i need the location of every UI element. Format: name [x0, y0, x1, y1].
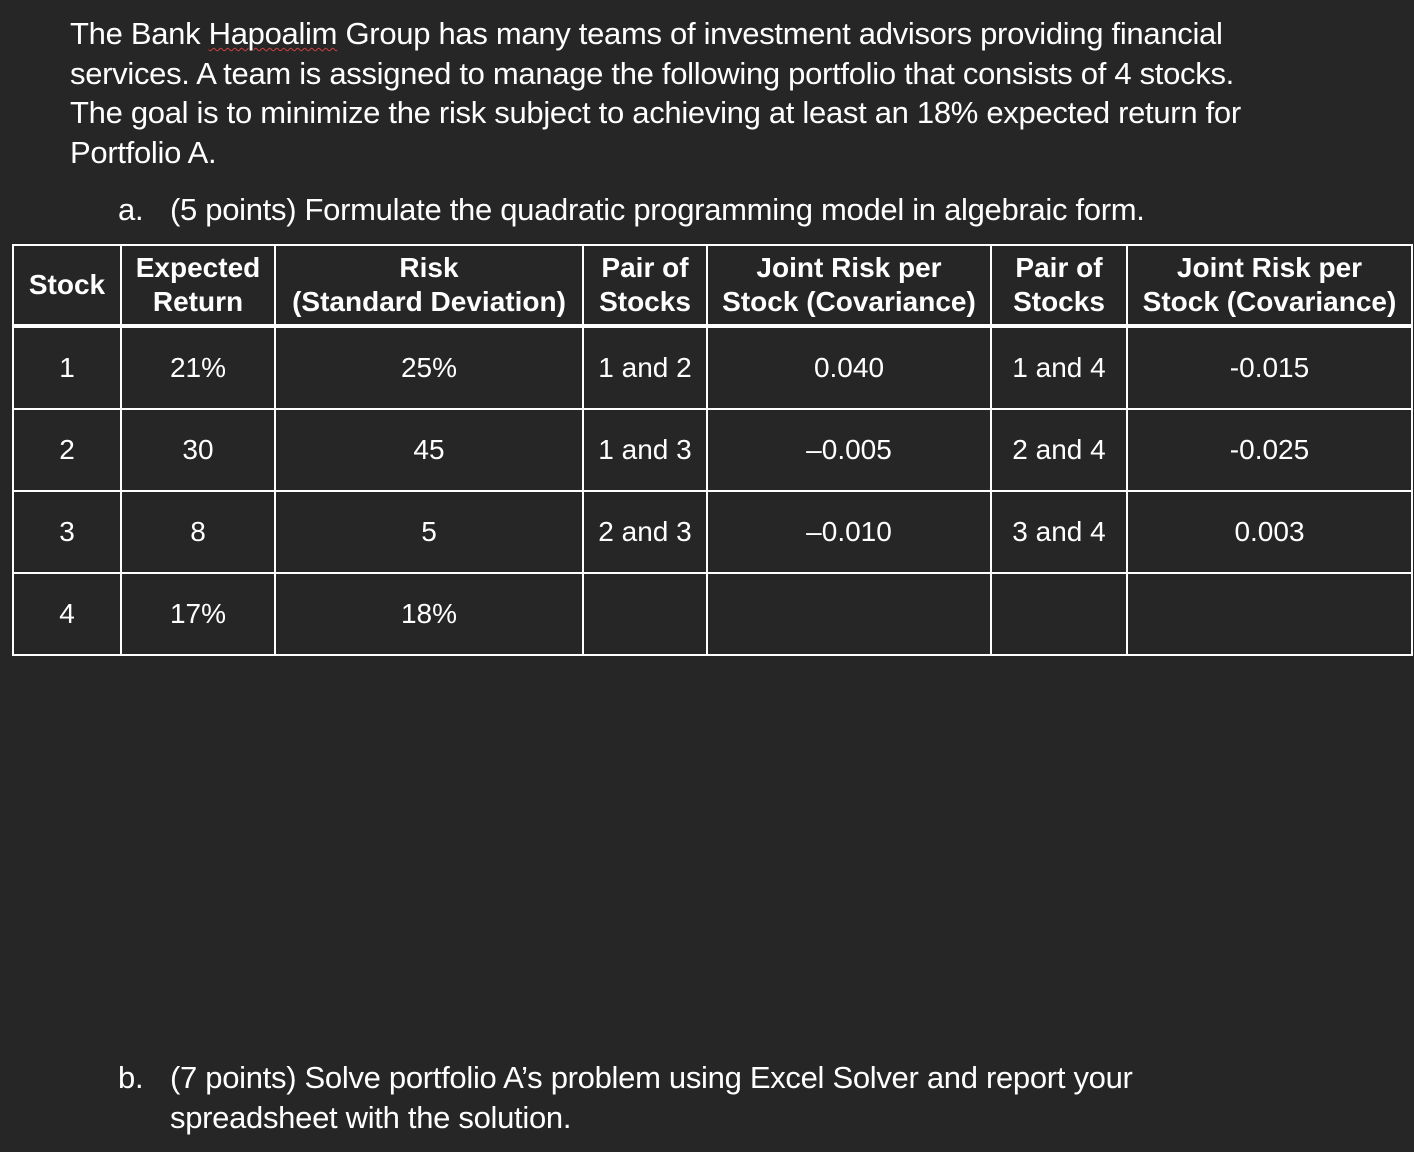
table-cell: 2	[13, 409, 121, 491]
table-cell: –0.005	[707, 409, 991, 491]
table-cell: 1 and 3	[583, 409, 707, 491]
table-row	[13, 409, 1412, 491]
table-cell: 17%	[121, 573, 275, 655]
table-cell: 5	[275, 491, 583, 573]
header-label: Stock	[28, 269, 106, 300]
header-expected-return	[121, 245, 275, 326]
table-header-row	[13, 245, 1412, 326]
table-row	[13, 573, 1412, 655]
header-label: Stocks	[1013, 286, 1105, 317]
problem-statement	[70, 14, 1400, 172]
header-label: Expected	[135, 252, 261, 283]
header-joint-risk	[707, 245, 991, 326]
statement-line-3: The goal is to minimize the risk subject to achieving at least an 18% expected return for	[70, 95, 1241, 130]
header-label: Joint Risk per	[1176, 252, 1363, 283]
table-cell: 4	[13, 573, 121, 655]
table-row	[13, 491, 1412, 573]
part-a-question	[118, 190, 1145, 230]
table-cell: 25%	[275, 326, 583, 409]
part-b-line: (7 points) Solve portfolio A’s problem using Excel Solver and report your	[170, 1060, 1133, 1095]
header-risk	[275, 245, 583, 326]
statement-line-1	[70, 14, 1400, 54]
header-label: Stock (Covariance)	[1142, 286, 1397, 317]
table-cell: 2 and 4	[991, 409, 1127, 491]
table-row	[13, 326, 1412, 409]
header-label: Stock (Covariance)	[722, 286, 976, 317]
table-cell: 21%	[121, 326, 275, 409]
table-cell	[1127, 573, 1412, 655]
header-label: Pair of	[1015, 252, 1103, 283]
statement-line-2: services. A team is assigned to manage the following portfolio that consists of 4 stocks.	[70, 55, 1234, 91]
part-b-marker: b.	[118, 1060, 144, 1095]
part-b-question	[118, 1058, 1133, 1137]
stock-data-table	[12, 244, 1413, 656]
table-cell: 1 and 2	[583, 326, 707, 409]
table-cell	[707, 573, 991, 655]
table-cell: 8	[121, 491, 275, 573]
table-cell: -0.015	[1127, 326, 1412, 409]
part-a-text: (5 points) Formulate the quadratic programming model in algebraic form.	[170, 192, 1145, 227]
table-cell: 3	[13, 491, 121, 573]
table-cell: 2 and 3	[583, 491, 707, 573]
table-cell: 45	[275, 409, 583, 491]
header-joint-risk	[1127, 245, 1412, 326]
table-cell: -0.025	[1127, 409, 1412, 491]
header-label: (Standard Deviation)	[292, 286, 566, 317]
header-label: Return	[152, 286, 244, 317]
header-pair-of-stocks	[991, 245, 1127, 326]
statement-text: Group has many teams of investment advisors providing financial	[337, 16, 1223, 51]
header-stock	[13, 245, 121, 326]
table-cell: –0.010	[707, 491, 991, 573]
header-label: Pair of	[601, 252, 689, 283]
table-cell: 18%	[275, 573, 583, 655]
part-b-text	[170, 1058, 1133, 1137]
table-cell	[583, 573, 707, 655]
part-a-marker: a.	[118, 192, 144, 227]
header-label: Stocks	[599, 286, 691, 317]
header-label: Risk	[399, 252, 459, 283]
table-cell: 0.040	[707, 326, 991, 409]
statement-line-4: Portfolio A.	[70, 134, 217, 170]
statement-text: The Bank	[70, 16, 209, 51]
table-cell: 0.003	[1127, 491, 1412, 573]
table-cell: 3 and 4	[991, 491, 1127, 573]
table-cell: 1 and 4	[991, 326, 1127, 409]
table-cell: 1	[13, 326, 121, 409]
header-label: Joint Risk per	[756, 252, 942, 283]
table-cell	[991, 573, 1127, 655]
spellcheck-flagged-word[interactable]: Hapoalim	[208, 16, 338, 51]
table-cell: 30	[121, 409, 275, 491]
header-pair-of-stocks	[583, 245, 707, 326]
part-b-line: spreadsheet with the solution.	[170, 1099, 572, 1135]
